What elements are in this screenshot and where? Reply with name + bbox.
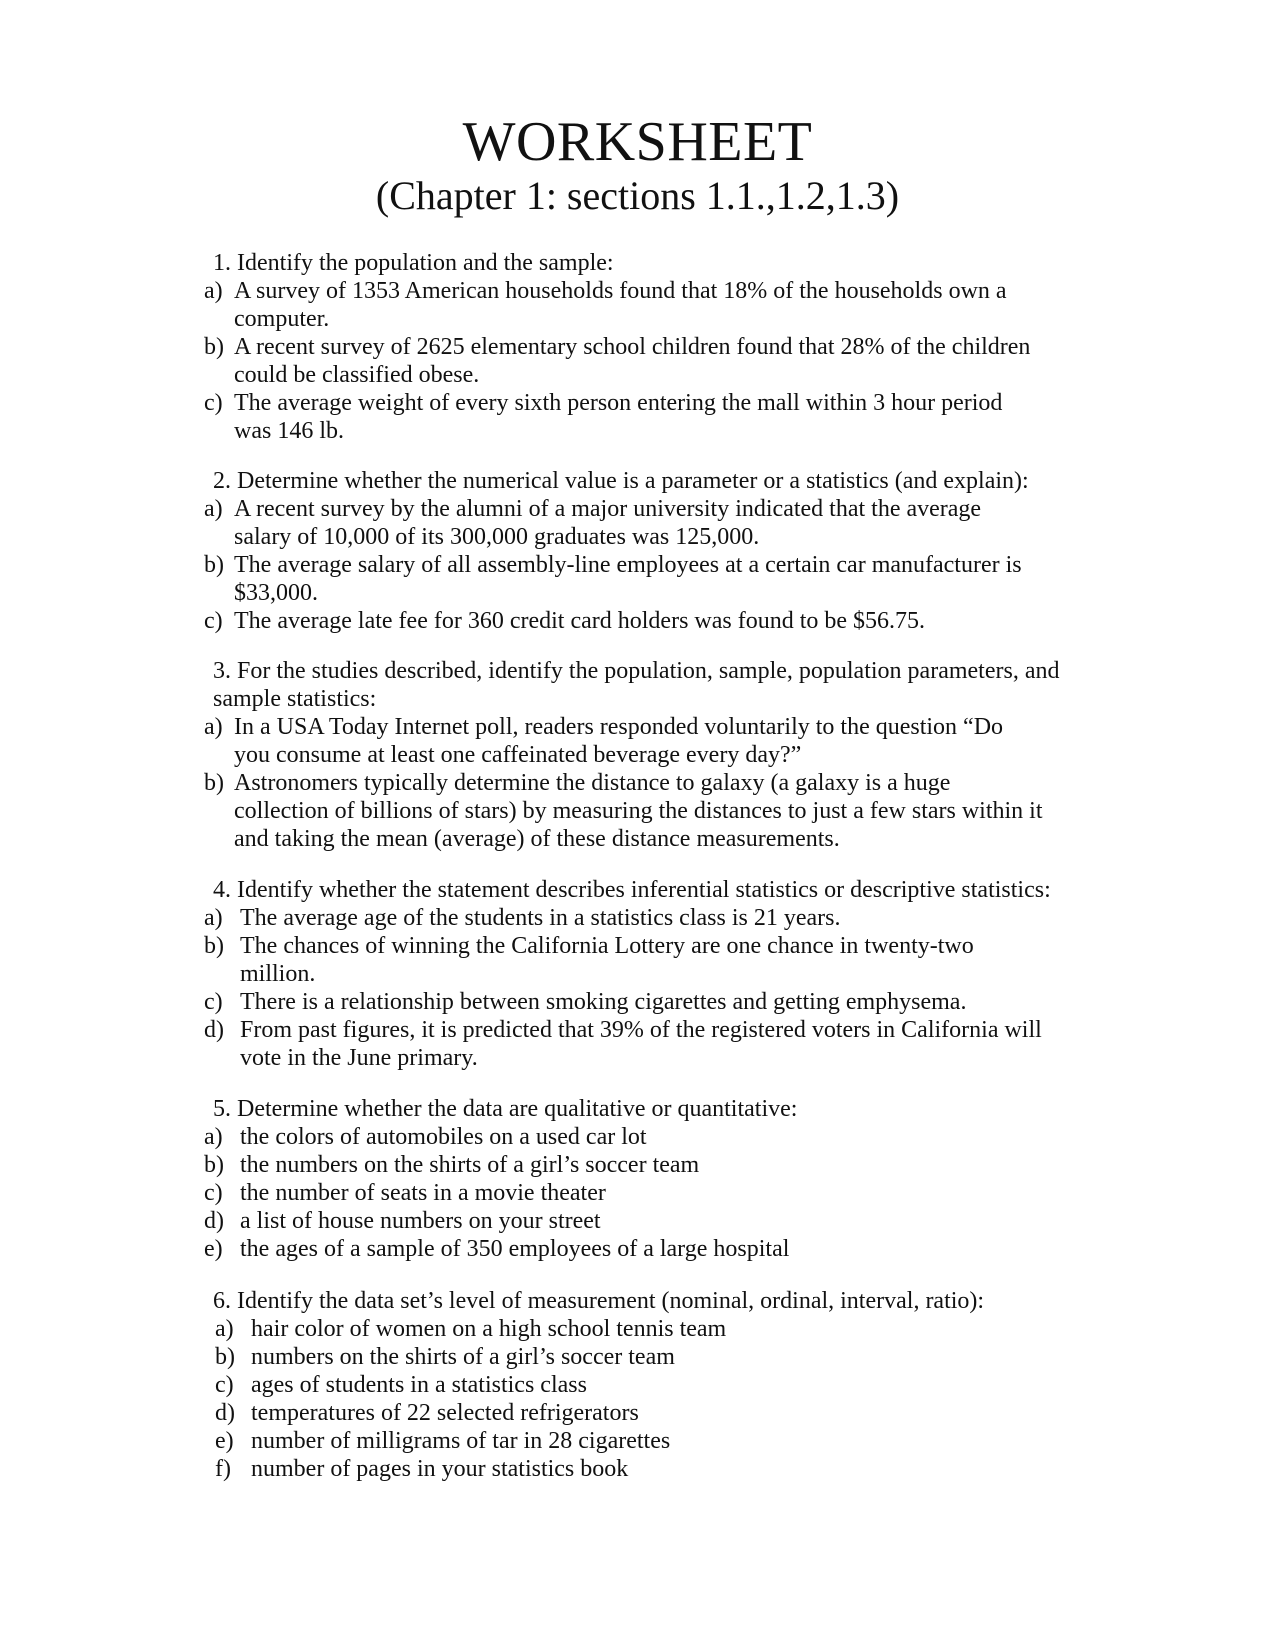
item-text-line: The chances of winning the California Lottery are one chance in twenty-two (240, 933, 974, 959)
question-item (215, 1343, 984, 1371)
item-label: c) (215, 1372, 234, 1398)
item-text-line: The average age of the students in a statistics class is 21 years. (240, 905, 841, 931)
item-text-line: The average late fee for 360 credit card holders was found to be $56.75. (234, 608, 926, 634)
item-text-line: could be classified obese. (234, 362, 480, 388)
item-text-line: the numbers on the shirts of a girl’s soccer team (240, 1152, 700, 1178)
item-label: b) (204, 1152, 224, 1178)
question-5 (204, 1095, 798, 1263)
item-label: b) (204, 334, 224, 360)
item-label: a) (204, 496, 223, 522)
question-item (204, 1235, 797, 1263)
item-label: d) (204, 1208, 224, 1234)
item-text-line: From past figures, it is predicted that 39% of the registered voters in California will (240, 1017, 1042, 1043)
question-item (204, 1123, 797, 1151)
item-label: a) (215, 1316, 234, 1342)
question-item (204, 1179, 797, 1207)
item-label: a) (204, 1124, 223, 1150)
item-text-line: collection of billions of stars) by measuring the distances to just a few stars within it (234, 798, 1043, 824)
item-text-line: number of milligrams of tar in 28 cigarettes (251, 1428, 671, 1454)
question-item (204, 333, 1030, 389)
item-label: d) (215, 1400, 235, 1426)
item-label: a) (204, 905, 223, 931)
item-text-line: A recent survey by the alumni of a major university indicated that the average (234, 496, 982, 522)
item-text-line: computer. (234, 306, 330, 332)
item-label: c) (204, 989, 223, 1015)
question-heading: 5. Determine whether the data are qualitative or quantitative: (213, 1096, 798, 1122)
question-2 (204, 467, 1029, 635)
item-text-line: hair color of women on a high school tennis team (251, 1316, 727, 1342)
item-label: e) (204, 1236, 223, 1262)
question-item (204, 495, 1029, 551)
question-heading-continued: sample statistics: (213, 686, 377, 712)
item-label: b) (204, 552, 224, 578)
question-item (204, 551, 1029, 607)
question-item (204, 932, 1051, 988)
item-label: c) (204, 608, 223, 634)
question-heading: 1. Identify the population and the sample: (213, 250, 614, 276)
item-text-line: million. (240, 961, 316, 987)
question-item (204, 904, 1051, 932)
item-text-line: number of pages in your statistics book (251, 1456, 629, 1482)
question-item (204, 713, 1059, 769)
item-text-line: and taking the mean (average) of these distance measurements. (234, 826, 840, 852)
item-label: a) (204, 278, 223, 304)
question-item (215, 1315, 984, 1343)
question-item (204, 769, 1059, 853)
question-item (204, 1151, 797, 1179)
item-text-line: a list of house numbers on your street (240, 1208, 601, 1234)
question-item (204, 607, 1029, 635)
item-text-line: the ages of a sample of 350 employees of a large hospital (240, 1236, 790, 1262)
question-item (204, 1207, 797, 1235)
question-item (215, 1371, 984, 1399)
item-text-line: numbers on the shirts of a girl’s soccer team (251, 1344, 675, 1370)
question-item (215, 1455, 984, 1483)
item-text-line: The average salary of all assembly-line employees at a certain car manufacturer is (234, 552, 1022, 578)
item-text-line: you consume at least one caffeinated beverage every day?” (234, 742, 802, 768)
item-text-line: was 146 lb. (234, 418, 344, 444)
item-text-line: In a USA Today Internet poll, readers responded voluntarily to the question “Do (234, 714, 1004, 740)
question-item (204, 988, 1051, 1016)
item-label: b) (215, 1344, 235, 1370)
question-item (204, 389, 1030, 445)
item-text-line: $33,000. (234, 580, 318, 606)
question-6 (213, 1287, 984, 1483)
item-label: f) (215, 1456, 231, 1482)
item-text-line: Astronomers typically determine the distance to galaxy (a galaxy is a huge (234, 770, 951, 796)
question-item (204, 277, 1030, 333)
item-label: b) (204, 770, 224, 796)
item-text-line: temperatures of 22 selected refrigerators (251, 1400, 639, 1426)
question-item (204, 1016, 1051, 1072)
item-label: b) (204, 933, 224, 959)
item-text-line: vote in the June primary. (240, 1045, 478, 1071)
question-3 (204, 657, 1060, 853)
worksheet-subtitle: (Chapter 1: sections 1.1.,1.2,1.3) (375, 173, 900, 218)
worksheet-title: WORKSHEET (462, 111, 813, 173)
question-4 (204, 876, 1051, 1072)
item-label: c) (204, 390, 223, 416)
item-text-line: The average weight of every sixth person entering the mall within 3 hour period (234, 390, 1003, 416)
question-heading: 4. Identify whether the statement describes inferential statistics or descriptive statistics: (213, 877, 1051, 903)
item-text-line: the colors of automobiles on a used car lot (240, 1124, 647, 1150)
question-1 (204, 249, 1031, 445)
item-text-line: ages of students in a statistics class (251, 1372, 587, 1398)
question-heading: 6. Identify the data set’s level of measurement (nominal, ordinal, interval, ratio): (213, 1288, 985, 1314)
item-label: e) (215, 1428, 234, 1454)
item-label: d) (204, 1017, 224, 1043)
question-item (215, 1399, 984, 1427)
item-text-line: A recent survey of 2625 elementary school children found that 28% of the children (234, 334, 1031, 360)
item-text-line: salary of 10,000 of its 300,000 graduates was 125,000. (234, 524, 760, 550)
question-heading: 3. For the studies described, identify the population, sample, population parameters, and (213, 658, 1060, 684)
item-text-line: A survey of 1353 American households found that 18% of the households own a (234, 278, 1007, 304)
question-heading: 2. Determine whether the numerical value is a parameter or a statistics (and explain): (213, 468, 1029, 494)
item-text-line: the number of seats in a movie theater (240, 1180, 606, 1206)
question-item (215, 1427, 984, 1455)
item-text-line: There is a relationship between smoking cigarettes and getting emphysema. (240, 989, 967, 1015)
item-label: a) (204, 714, 223, 740)
item-label: c) (204, 1180, 223, 1206)
